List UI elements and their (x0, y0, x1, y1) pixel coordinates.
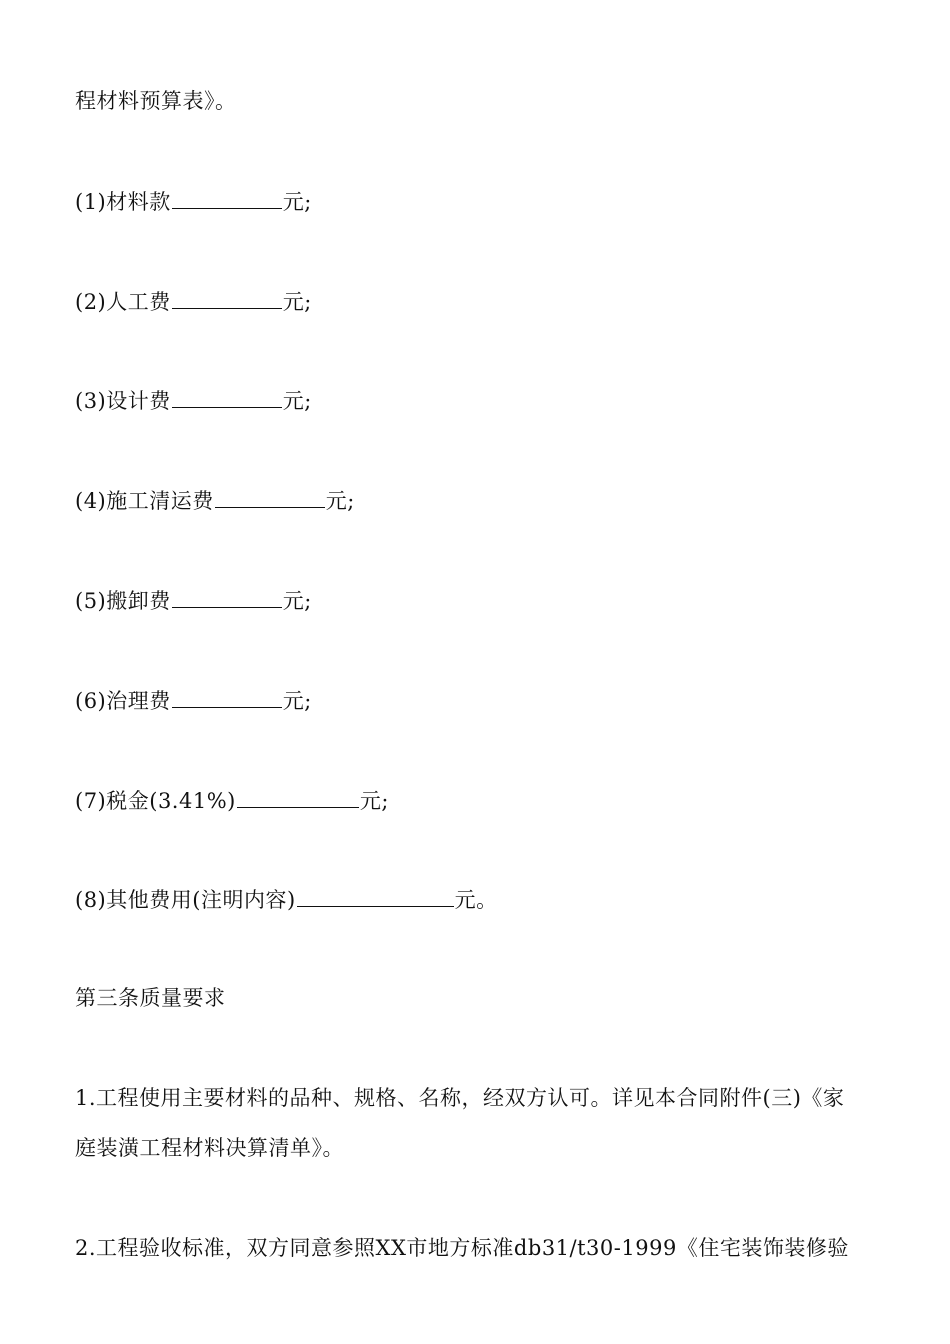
fee-unit: 元; (282, 190, 312, 214)
fee-item-management (75, 685, 312, 716)
fee-item-labor (75, 286, 312, 317)
fill-blank (237, 785, 359, 808)
fee-label: (3)设计费 (75, 389, 171, 413)
fill-blank (172, 286, 282, 309)
article-3-heading: 第三条质量要求 (75, 986, 226, 1010)
fill-blank (172, 385, 282, 408)
fee-item-cleanup (75, 485, 355, 516)
clause-1-line-2: 庭装潢工程材料决算清单》。 (75, 1136, 344, 1160)
intro-tail-text: 程材料预算表》。 (75, 89, 237, 113)
fee-item-design (75, 385, 312, 416)
fee-label: (4)施工清运费 (75, 489, 214, 513)
fee-label: (5)搬卸费 (75, 589, 171, 613)
fee-item-other (75, 884, 498, 915)
fee-unit: 元; (282, 589, 312, 613)
fee-item-tax (75, 785, 389, 816)
fee-unit: 元; (325, 489, 355, 513)
fee-unit: 元; (359, 789, 389, 813)
fee-item-material (75, 186, 312, 217)
fee-unit: 元; (282, 290, 312, 314)
fee-label: (1)材料款 (75, 190, 171, 214)
fill-blank (172, 585, 282, 608)
fee-item-moving (75, 585, 312, 616)
clause-2-line-1: 2.工程验收标准，双方同意参照XX市地方标准db31/t30-1999《住宅装饰装修验 (75, 1236, 849, 1260)
fill-blank (215, 485, 325, 508)
fee-label: (2)人工费 (75, 290, 171, 314)
fee-label: (7)税金(3.41%) (75, 789, 236, 813)
fee-label: (8)其他费用(注明内容) (75, 888, 296, 912)
fee-unit: 元; (282, 389, 312, 413)
fill-blank (172, 186, 282, 209)
fee-unit: 元。 (454, 888, 498, 912)
fee-unit: 元; (282, 689, 312, 713)
fee-label: (6)治理费 (75, 689, 171, 713)
fill-blank (172, 685, 282, 708)
fill-blank (297, 884, 454, 907)
clause-1-line-1: 1.工程使用主要材料的品种、规格、名称，经双方认可。详见本合同附件(三)《家 (75, 1086, 845, 1110)
